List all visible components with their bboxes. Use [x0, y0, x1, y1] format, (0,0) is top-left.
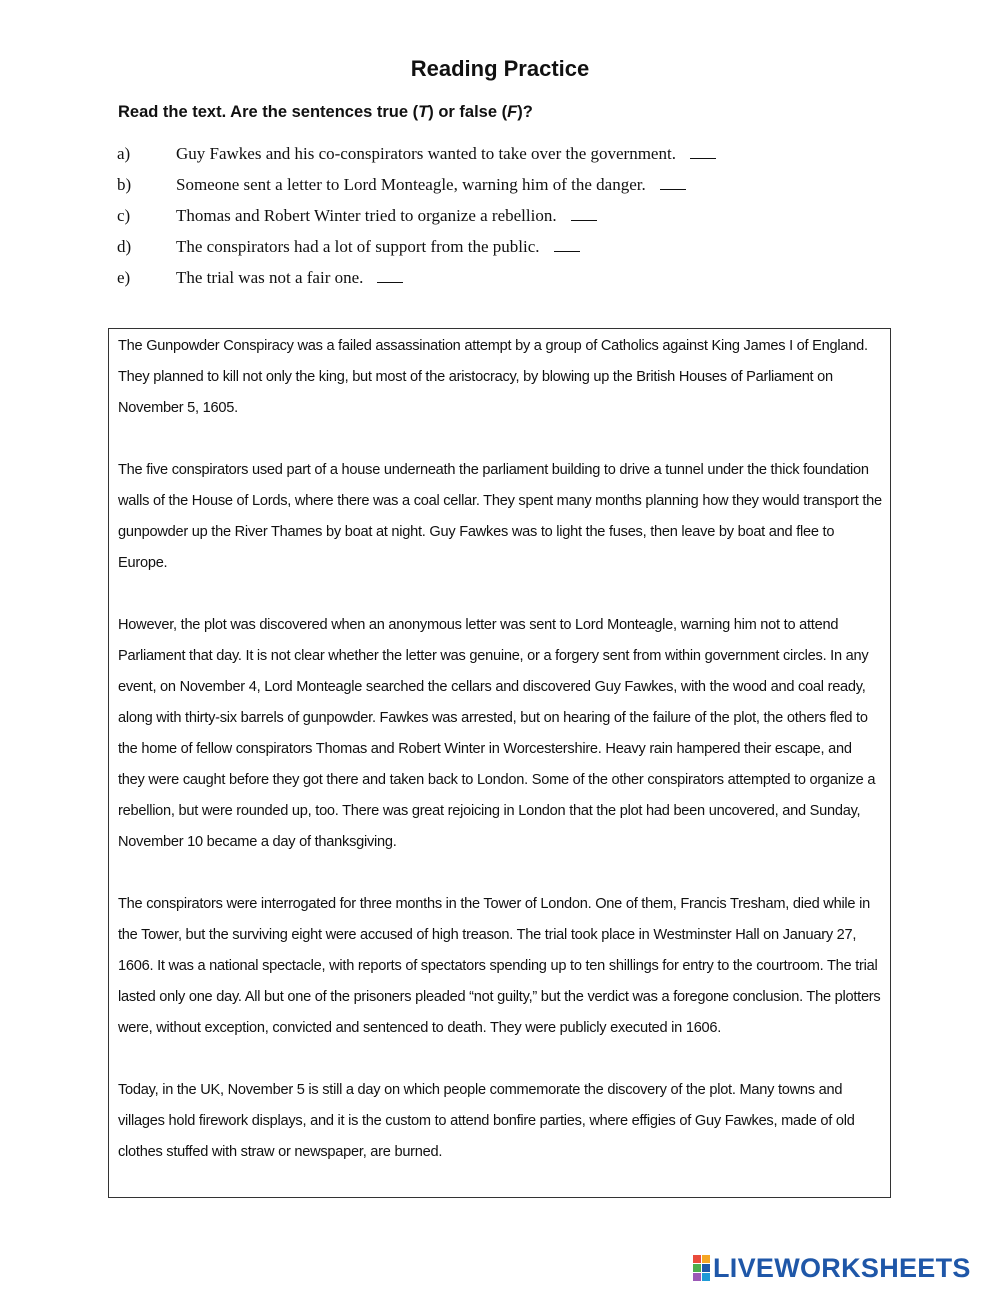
- question-item: [117, 266, 837, 297]
- instruction: Read the text. Are the sentences true (T) or false (F)?: [118, 103, 533, 121]
- passage-paragraph: The conspirators were interrogated for three months in the Tower of London. One of them, Francis Tresham, died while in the Tower, but the surviving eight were accused of high treason. The trial took place in Westminster Hall on January 27, 1606. It was a national spectacle, with reports of spectators spending up to ten shillings for entry to the courtroom. The trial lasted only one day. All but one of the prisoners pleaded “not guilty,” but the verdict was a foregone conclusion. The plotters were, without exception, convicted and sentenced to death. They were publicly executed in 1606.: [118, 896, 881, 1036]
- question-text: Someone sent a letter to Lord Monteagle, warning him of the danger.: [176, 175, 646, 194]
- question-text: The conspirators had a lot of support from the public.: [176, 237, 540, 256]
- question-item: [117, 235, 837, 266]
- question-text: The trial was not a fair one.: [176, 268, 364, 287]
- liveworksheets-logo[interactable]: [693, 1253, 971, 1283]
- logo-block: [702, 1255, 710, 1263]
- question-letter: e): [117, 268, 131, 287]
- question-list: [117, 142, 837, 297]
- logo-block: [693, 1264, 701, 1272]
- passage-paragraph: The Gunpowder Conspiracy was a failed assassination attempt by a group of Catholics against King James I of England. They planned to kill not only the king, but most of the aristocracy, by blowing up the British Houses of Parliament on November 5, 1605.: [118, 338, 868, 416]
- question-letter: d): [117, 237, 132, 256]
- answer-blank[interactable]: [690, 142, 716, 159]
- answer-blank[interactable]: [571, 204, 597, 221]
- answer-blank[interactable]: [554, 235, 580, 252]
- logo-block: [702, 1273, 710, 1281]
- question-letter: c): [117, 206, 131, 225]
- passage-paragraph: Today, in the UK, November 5 is still a day on which people commemorate the discovery of the plot. Many towns and villages hold firework displays, and it is the custom to attend bonfire parties, where effigies of Guy Fawkes, made of old clothes stuffed with straw or newspaper, are burned.: [118, 1082, 855, 1160]
- answer-blank[interactable]: [660, 173, 686, 190]
- question-item: [117, 173, 837, 204]
- question-item: [117, 142, 837, 173]
- question-letter: b): [117, 175, 132, 194]
- answer-blank[interactable]: [377, 266, 403, 283]
- logo-text: LIVEWORKSHEETS: [713, 1252, 971, 1283]
- passage-paragraph: However, the plot was discovered when an anonymous letter was sent to Lord Monteagle, warning him not to attend Parliament that day. It is not clear whether the letter was genuine, or a forgery sent from within government circles. In any event, on November 4, Lord Monteagle searched the cellars and discovered Guy Fawkes, with the wood and coal ready, along with thirty-six barrels of gunpowder. Fawkes was arrested, but on hearing of the failure of the plot, the others fled to the home of fellow conspirators Thomas and Robert Winter in Worcestershire. Heavy rain hampered their escape, and they were caught before they got there and taken back to London. Some of the other conspirators attempted to organize a rebellion, but were rounded up, too. There was great rejoicing in London that the plot had been uncovered, and Sunday, November 10 became a day of thanksgiving.: [118, 617, 876, 850]
- reading-passage: [108, 328, 891, 1198]
- true-marker: T: [418, 103, 429, 121]
- logo-block: [693, 1255, 701, 1263]
- false-marker: F: [507, 103, 518, 121]
- passage-paragraph: The five conspirators used part of a house underneath the parliament building to drive a tunnel under the thick foundation walls of the House of Lords, where there was a coal cellar. They spent many months planning how they would transport the gunpowder up the River Thames by boat at night. Guy Fawkes was to light the fuses, then leave by boat and flee to Europe.: [118, 462, 882, 571]
- question-text: Guy Fawkes and his co-conspirators wanted to take over the government.: [176, 144, 676, 163]
- page-title: Reading Practice: [410, 56, 590, 81]
- question-text: Thomas and Robert Winter tried to organize a rebellion.: [176, 206, 557, 225]
- logo-blocks-icon: [693, 1255, 710, 1281]
- logo-block: [702, 1264, 710, 1272]
- question-item: [117, 204, 837, 235]
- logo-block: [693, 1273, 701, 1281]
- question-letter: a): [117, 144, 131, 163]
